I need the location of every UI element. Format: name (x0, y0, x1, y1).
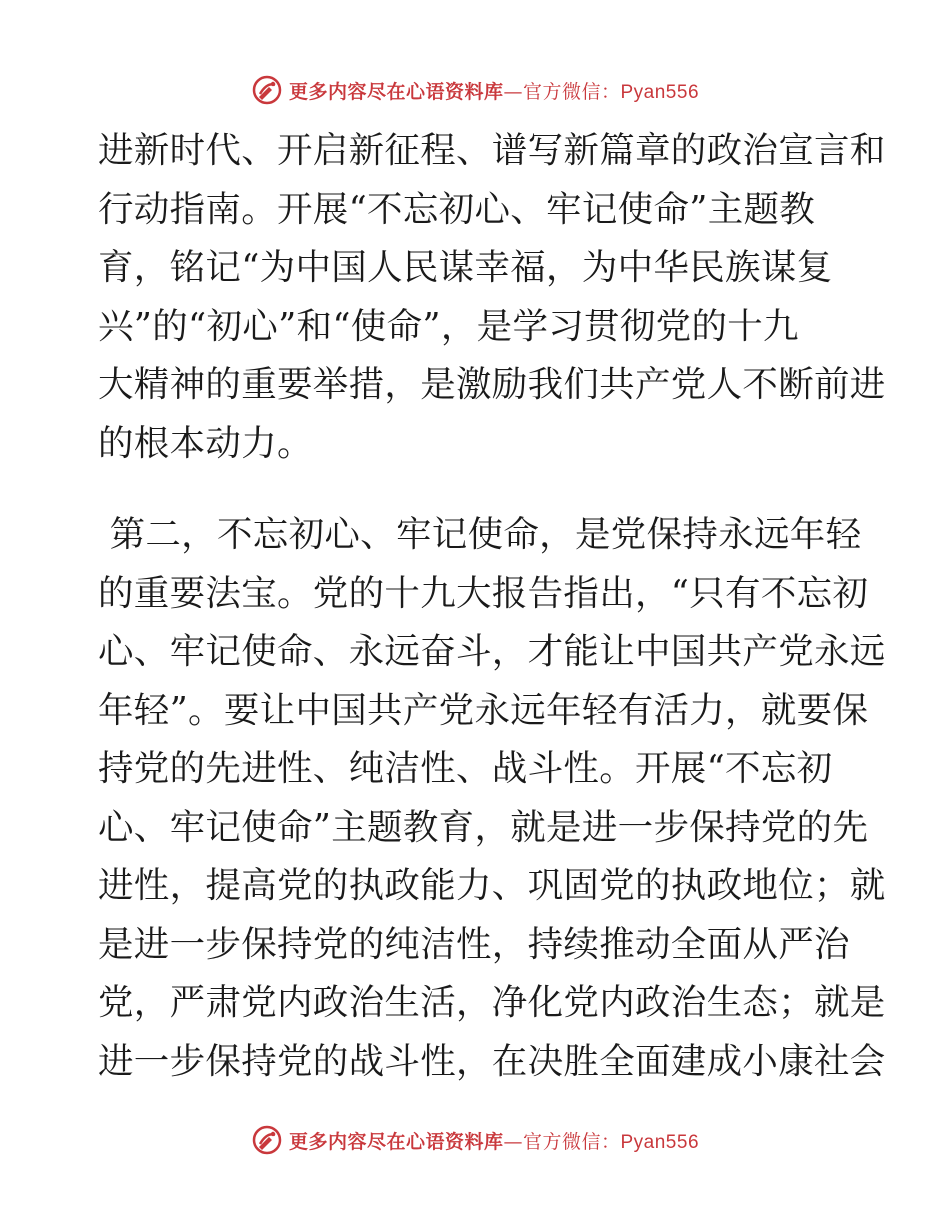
text-line: 年轻”。要让中国共产党永远年轻有活力，就要保 (98, 689, 869, 731)
logo-icon (251, 74, 283, 106)
text-line: 的根本动力。 (98, 422, 313, 464)
footer-sub-text: 官方微信： (522, 1130, 621, 1153)
paragraph-2 (98, 506, 886, 1091)
text-line: 育，铭记“为中国人民谋幸福，为中华民族谋复 (98, 247, 833, 288)
header-banner (0, 70, 950, 110)
text-line: 第二，不忘初心、牢记使命，是党保持永远年轻 (98, 514, 862, 555)
text-line: 行动指南。开展“不忘初心、牢记使命”主题教 (98, 188, 816, 230)
text-line: 是进一步保持党的纯洁性，持续推动全面从严治 (98, 923, 850, 965)
paragraph-1 (98, 122, 886, 473)
header-sub-text: 官方微信： (522, 80, 621, 103)
text-line: 持党的先进性、纯洁性、战斗性。开展“不忘初 (98, 748, 833, 789)
footer-dash: — (503, 1130, 523, 1153)
text-line: 进新时代、开启新征程、谱写新篇章的政治宣言和 (98, 130, 886, 171)
paragraph-gap (98, 473, 850, 506)
text-line: 兴”的“初心”和“使命”，是学习贯彻党的十九 (98, 305, 799, 347)
header-logo-text: 更多内容尽在心语资料库 (288, 80, 504, 103)
footer-banner (0, 1120, 950, 1160)
text-line: 心、牢记使命、永远奋斗，才能让中国共产党永远 (98, 631, 886, 672)
text-line: 进性，提高党的执政能力、巩固党的执政地位；就 (98, 865, 886, 906)
header-wechat-id: Pyan556 (620, 81, 700, 103)
footer-logo-text: 更多内容尽在心语资料库 (288, 1130, 504, 1153)
footer-text (289, 1127, 699, 1154)
text-line: 进一步保持党的战斗性，在决胜全面建成小康社会 (98, 1040, 886, 1082)
logo-icon (251, 1124, 283, 1156)
document-body (98, 122, 886, 1091)
text-line: 大精神的重要举措，是激励我们共产党人不断前进 (98, 364, 886, 405)
text-line: 心、牢记使命”主题教育，就是进一步保持党的先 (98, 806, 869, 848)
header-dash: — (503, 80, 523, 103)
footer-wechat-id: Pyan556 (620, 1131, 700, 1153)
header-text (289, 77, 699, 104)
text-line: 党，严肃党内政治生活，净化党内政治生态；就是 (98, 982, 886, 1023)
text-line: 的重要法宝。党的十九大报告指出，“只有不忘初 (98, 572, 869, 614)
